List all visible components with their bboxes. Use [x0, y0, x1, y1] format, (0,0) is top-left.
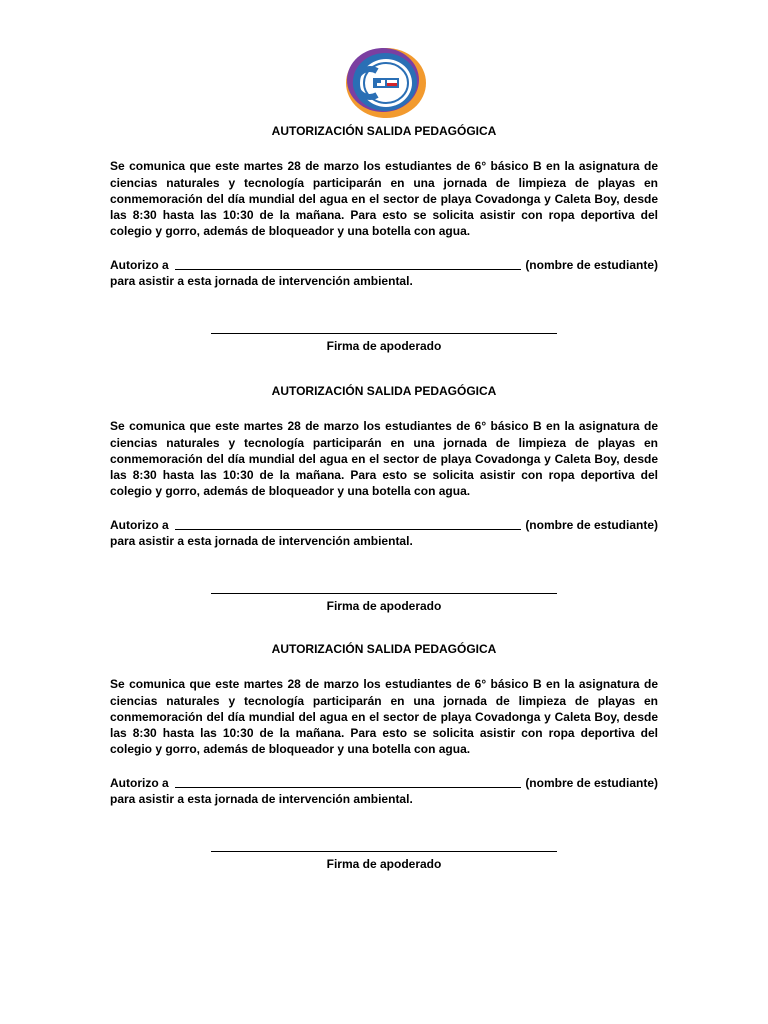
authorize-prefix: Autorizo a: [110, 257, 169, 272]
authorize-suffix: (nombre de estudiante): [525, 775, 658, 790]
student-name-field[interactable]: [175, 775, 522, 788]
section-title: AUTORIZACIÓN SALIDA PEDAGÓGICA: [271, 642, 497, 656]
authorize-rest: para asistir a esta jornada de intervención ambiental.: [110, 534, 413, 549]
authorization-block: [110, 775, 658, 808]
logo-graphic: [343, 44, 427, 120]
authorize-rest: para asistir a esta jornada de intervención ambiental.: [110, 274, 413, 289]
signature-line[interactable]: [211, 593, 557, 594]
student-name-field[interactable]: [175, 257, 522, 270]
section-body: Se comunica que este martes 28 de marzo los estudiantes de 6° básico B en la asignatura de ciencias naturales y tecnología participarán en una jornada de limpieza de playas en conmemoración del día mundial del agua en el sector de playa Covadonga y Caleta Boy, desde las 8:30 hasta las 10:30 de la mañana. Para esto se solicita asistir con ropa deportiva del colegio y gorro, además de bloqueador y una botella con agua.: [110, 419, 658, 499]
signature-label: Firma de apoderado: [326, 857, 442, 872]
authorize-prefix: Autorizo a: [110, 517, 169, 532]
authorization-section-1: [110, 123, 658, 355]
section-body: Se comunica que este martes 28 de marzo los estudiantes de 6° básico B en la asignatura de ciencias naturales y tecnología participarán en una jornada de limpieza de playas en conmemoración del día mundial del agua en el sector de playa Covadonga y Caleta Boy, desde las 8:30 hasta las 10:30 de la mañana. Para esto se solicita asistir con ropa deportiva del colegio y gorro, además de bloqueador y una botella con agua.: [110, 159, 658, 239]
signature-label: Firma de apoderado: [326, 339, 442, 354]
signature-line[interactable]: [211, 333, 557, 334]
section-title: AUTORIZACIÓN SALIDA PEDAGÓGICA: [271, 124, 497, 138]
section-body: Se comunica que este martes 28 de marzo los estudiantes de 6° básico B en la asignatura de ciencias naturales y tecnología participarán en una jornada de limpieza de playas en conmemoración del día mundial del agua en el sector de playa Covadonga y Caleta Boy, desde las 8:30 hasta las 10:30 de la mañana. Para esto se solicita asistir con ropa deportiva del colegio y gorro, además de bloqueador y una botella con agua.: [110, 677, 658, 757]
section-title: AUTORIZACIÓN SALIDA PEDAGÓGICA: [271, 384, 497, 398]
student-name-field[interactable]: [175, 517, 522, 530]
authorization-section-2: [110, 383, 658, 615]
authorize-suffix: (nombre de estudiante): [525, 257, 658, 272]
authorize-rest: para asistir a esta jornada de intervención ambiental.: [110, 792, 413, 807]
authorization-block: [110, 257, 658, 290]
signature-label: Firma de apoderado: [326, 599, 442, 614]
signature-line[interactable]: [211, 851, 557, 852]
authorize-prefix: Autorizo a: [110, 775, 169, 790]
school-crest-logo: [343, 44, 427, 120]
authorization-block: [110, 517, 658, 550]
authorization-section-3: [110, 641, 658, 873]
authorize-suffix: (nombre de estudiante): [525, 517, 658, 532]
